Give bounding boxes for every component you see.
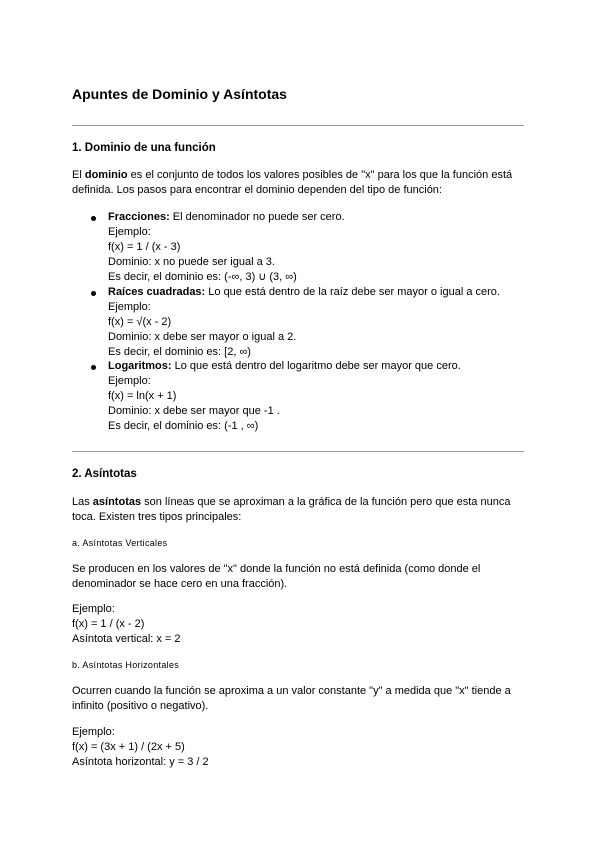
- example-function: f(x) = ln(x + 1): [108, 390, 177, 402]
- subsection-b-line2: infinito (positivo o negativo).: [72, 700, 209, 712]
- example-label: Ejemplo:: [72, 726, 115, 738]
- bullet-icon: [91, 216, 96, 221]
- list-item-logaritmos: Logaritmos: Lo que está dentro del logaritmo debe ser mayor que cero.: [108, 360, 461, 372]
- divider: [72, 125, 524, 126]
- example-result: Es decir, el dominio es: (-1 , ∞): [108, 420, 259, 432]
- example-function: f(x) = 1 / (x - 2): [72, 618, 145, 630]
- example-function: f(x) = (3x + 1) / (2x + 5): [72, 741, 185, 753]
- example-label: Ejemplo:: [72, 603, 115, 615]
- page-title: Apuntes de Dominio y Asíntotas: [72, 86, 287, 102]
- example-domain: Dominio: x debe ser mayor que -1 .: [108, 405, 280, 417]
- example-domain: Dominio: x no puede ser igual a 3.: [108, 256, 275, 268]
- example-label: Ejemplo:: [108, 226, 151, 238]
- bullet-icon: [91, 291, 96, 296]
- example-result: Es decir, el dominio es: [2, ∞): [108, 346, 251, 358]
- example-label: Ejemplo:: [108, 301, 151, 313]
- subsection-b-line1: Ocurren cuando la función se aproxima a un valor constante "y" a medida que "x" tiende a: [72, 685, 511, 697]
- list-item-raices: Raíces cuadradas: Lo que está dentro de la raíz debe ser mayor o igual a cero.: [108, 286, 500, 298]
- section-1-intro-line1: El dominio es el conjunto de todos los valores posibles de "x" para los que la función está: [72, 169, 513, 181]
- subsection-a-line2: denominador se hace cero en una fracción).: [72, 578, 288, 590]
- section-1-heading: 1. Dominio de una función: [72, 142, 216, 154]
- example-result: Es decir, el dominio es: (-∞, 3) ∪ (3, ∞): [108, 271, 297, 283]
- example-function: f(x) = √(x - 2): [108, 316, 172, 328]
- list-item-fracciones: Fracciones: El denominador no puede ser cero.: [108, 211, 345, 223]
- subsection-a-line1: Se producen en los valores de "x" donde la función no está definida (como donde el: [72, 563, 481, 575]
- section-2-intro-line2: toca. Existen tres tipos principales:: [72, 511, 242, 523]
- divider: [72, 451, 524, 452]
- section-2-intro-line1: Las asíntotas son líneas que se aproximan a la gráfica de la función pero que esta nunca: [72, 496, 511, 508]
- example-domain: Dominio: x debe ser mayor o igual a 2.: [108, 331, 297, 343]
- bullet-icon: [91, 365, 96, 370]
- subsection-b-heading: b. Asíntotas Horizontales: [72, 660, 180, 670]
- example-result: Asíntota horizontal: y = 3 / 2: [72, 756, 209, 768]
- section-1-intro-line2: definida. Los pasos para encontrar el dominio dependen del tipo de función:: [72, 184, 442, 196]
- example-result: Asíntota vertical: x = 2: [72, 633, 181, 645]
- section-2-heading: 2. Asíntotas: [72, 468, 137, 480]
- example-function: f(x) = 1 / (x - 3): [108, 241, 181, 253]
- example-label: Ejemplo:: [108, 375, 151, 387]
- subsection-a-heading: a. Asíntotas Verticales: [72, 538, 168, 548]
